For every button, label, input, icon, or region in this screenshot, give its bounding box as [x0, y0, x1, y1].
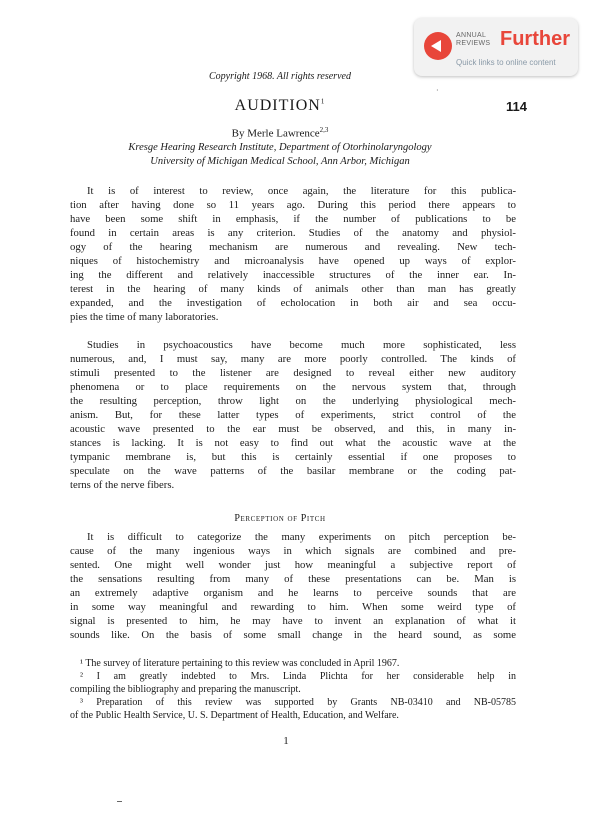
footnote-2-cont: compiling the bibliography and preparing the manuscript. — [70, 684, 301, 695]
text-line: sented. One might well wonder just how meaningful a subjective report of — [70, 559, 516, 571]
text-line: ogy of the hearing mechanism are numerous and revealing. New tech- — [70, 241, 516, 253]
text-line: cause of the many ingenious ways in which signals are combined and pre- — [70, 545, 516, 557]
text-line: an extremely adaptive organism and he learns to perceive sounds that are — [70, 587, 516, 599]
text-line: stances is lacking. It is not easy to find out what the acoustic wave at the — [70, 437, 516, 449]
banner-reviews: REVIEWS — [456, 40, 491, 47]
footnotes — [70, 657, 516, 722]
affiliation-line-1: Kresge Hearing Research Institute, Department of Otorhinolaryngology — [128, 142, 432, 153]
page-number: 114 — [506, 99, 527, 114]
stray-mark — [117, 801, 122, 802]
section-heading: Perception of Pitch — [234, 513, 326, 524]
banner-further: Further — [500, 28, 570, 50]
copyright-line: Copyright 1968. All rights reserved — [209, 71, 351, 82]
text-line: signal is presented to him, he may have to invent an explanation of what it — [70, 615, 516, 627]
text-line: It is difficult to categorize the many experiments on pitch perception be- — [87, 531, 516, 543]
text-line: sounds like. On the basis of some small change in the heard sound, as some — [70, 629, 516, 641]
text-line: stimuli presented to the listener are designed to reveal either new auditory — [70, 367, 516, 379]
footnote-1: ¹ The survey of literature pertaining to this review was concluded in April 1967. — [80, 658, 400, 669]
further-banner[interactable] — [414, 18, 578, 76]
footnote-3-cont: of the Public Health Service, U. S. Department of Health, Education, and Welfare. — [70, 710, 399, 721]
text-line: the sensations resulting from many of these presentations can be. Man is — [70, 573, 516, 585]
footnote-3: ³ Preparation of this review was supported by Grants NB-03410 and NB-05785 — [80, 697, 516, 708]
banner-annual: ANNUAL — [456, 32, 487, 39]
text-line: speculate on the wave patterns of the basilar membrane or the coding pat- — [70, 465, 516, 477]
folio: 1 — [283, 735, 289, 747]
play-arrow-icon — [424, 32, 452, 60]
paragraph-1 — [70, 184, 516, 324]
text-line: expanded, and the investigation of echolocation in both air and sea occu- — [70, 297, 516, 309]
text-line: niques of histochemistry and microanalysis have opened up ways of explor- — [70, 255, 516, 267]
stray-dot: · — [436, 86, 439, 95]
text-line: anism. But, for these latter types of experiments, strict control of the — [70, 409, 516, 421]
banner-subtitle: Quick links to online content — [456, 58, 556, 67]
text-line: found in certain areas is any criterion. Studies of the anatomy and physiol- — [70, 227, 516, 239]
text-line: in some way meaningful and rewarding to him. When some weird type of — [70, 601, 516, 613]
byline: By Merle Lawrence$^{2,3}$ — [231, 126, 329, 140]
text-line: tympanic membrane is, but this is certainly essential if one proposes to — [70, 451, 516, 463]
text-line: terest in the hearing of many kinds of animals other than man has greatly — [70, 283, 516, 295]
byline-footnote-marks: 2,3 — [319, 126, 329, 134]
text-line: numerous, and, I must say, many are more poorly controlled. The kinds of — [70, 353, 516, 365]
text-line: terns of the nerve fibers. — [70, 479, 175, 491]
paragraph-2 — [70, 338, 516, 492]
text-line: acoustic wave presented to the ear must be observed, and this, in many in- — [70, 423, 516, 435]
footnote-2: ² I am greatly indebted to Mrs. Linda Plichta for her considerable help in — [80, 671, 516, 682]
text-line: ing the different and relatively inaccessible structures of the inner ear. In- — [70, 269, 516, 281]
affiliation-line-2: University of Michigan Medical School, Ann Arbor, Michigan — [150, 156, 410, 167]
title-footnote-mark: 1 — [320, 97, 326, 106]
text-line: Studies in psychoacoustics have become much more sophisticated, less — [87, 339, 516, 351]
text-line: have been some shift in emphasis, if the number of publications to be — [70, 213, 516, 225]
paragraph-3 — [70, 530, 516, 642]
text-line: tion after having done so 11 years ago. During this period there appears to — [70, 199, 516, 211]
text-line: It is of interest to review, once again, the literature for this publica- — [87, 185, 516, 197]
text-line: pies the time of many laboratories. — [70, 311, 219, 323]
article-title: AUDITION$^1$ — [234, 97, 326, 114]
text-line: the resulting perception, throw light on the underlying physiological mech- — [70, 395, 516, 407]
text-line: phenomena or to place requirements on the nervous system that, through — [70, 381, 516, 393]
